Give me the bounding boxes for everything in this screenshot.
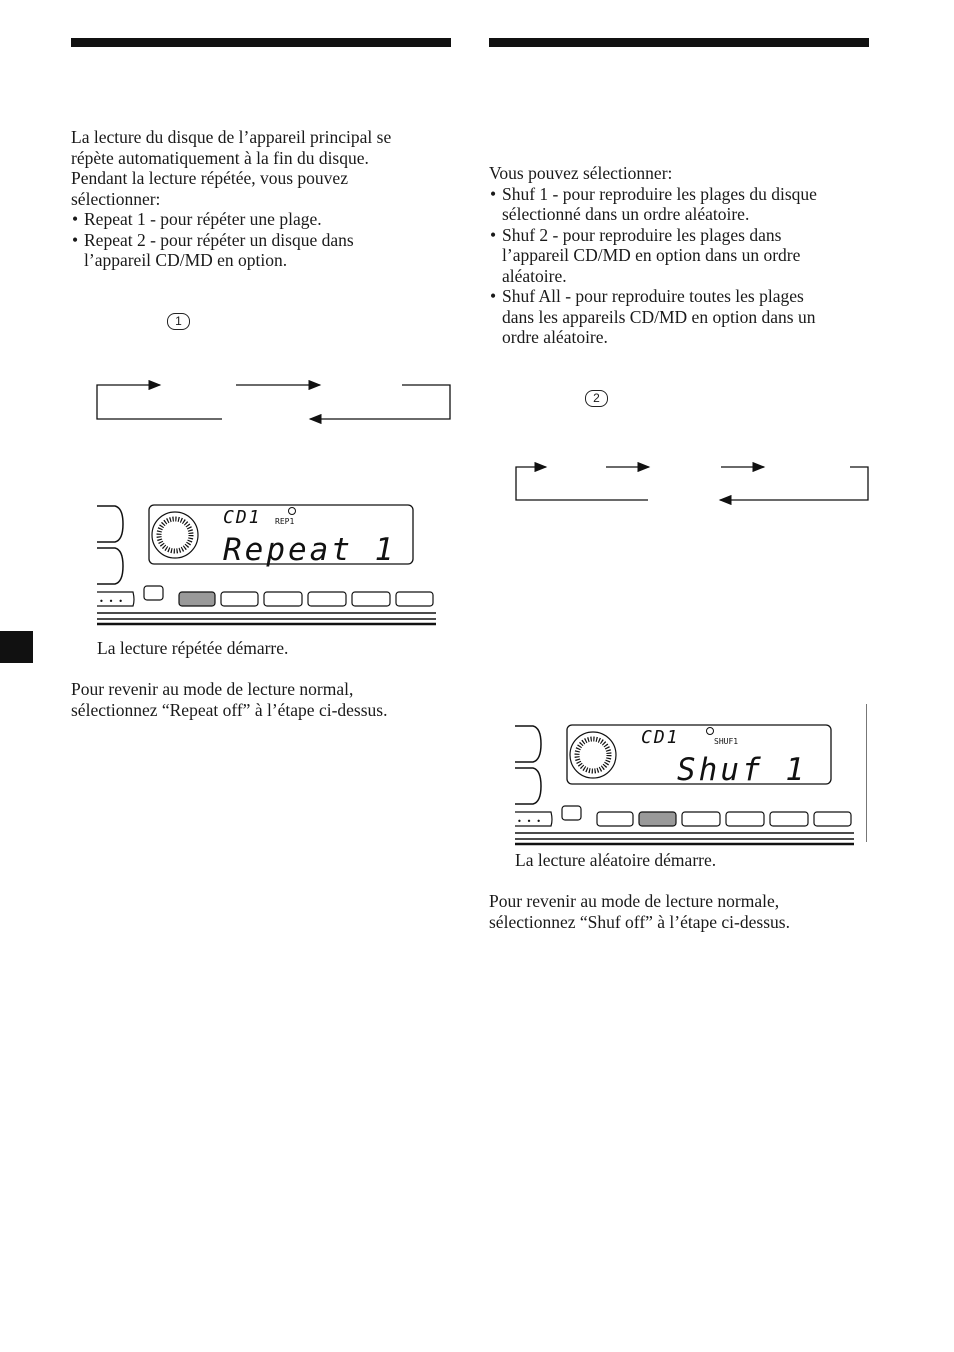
left-intro-line-1: La lecture du disque de l’appareil principal se [71,127,392,147]
preset-button-6 [396,592,433,606]
left-bullet-1 [71,209,451,230]
preset-button-3 [264,592,302,606]
illustration-edge-line [866,704,867,842]
preset-button-2 [639,812,676,826]
left-section-rule [71,38,451,47]
preset-button-2 [221,592,258,606]
left-intro [71,127,451,271]
side-button-upper [97,506,123,542]
right-bullet-3 [489,286,879,307]
page-side-tab [0,631,33,663]
right-bullet-3-cont-1: dans les appareils CD/MD en option dans un [502,306,816,327]
cycle-arrow-1 [97,385,222,419]
bullet-dot: • [490,224,497,245]
left-note [71,679,387,720]
left-bullet-2-cont: l’appareil CD/MD en option. [84,250,288,270]
button-dots: • • • [517,817,542,826]
right-bullet-3-cont-2: ordre aléatoire. [502,327,608,347]
bullet-dot: • [490,286,497,306]
step-2-button-symbol: 2 [585,390,608,407]
preset-button-4 [308,592,346,606]
small-key [562,806,581,820]
left-bullet-1-text: Repeat 1 - pour répéter une plage. [84,209,322,229]
left-intro-line-2: répète automatiquement à la fin du disque. [71,147,369,168]
lcd-source: CD1 [641,727,680,748]
lcd-source: CD1 [223,507,262,528]
cycle-arrow-return [310,385,450,419]
right-intro [489,163,879,348]
preset-button-5 [352,592,390,606]
left-unit-display [95,500,440,630]
cycle-arrow-return [720,467,868,500]
lcd-indicator: SHUF1 [714,737,739,746]
side-button-lower [97,548,123,584]
right-bullet-2-cont-1: l’appareil CD/MD en option dans un ordre [502,245,801,265]
right-bullet-2-text: Shuf 2 - pour reproduire les plages dans [502,224,782,245]
preset-button-1 [179,592,215,606]
right-bullet-2-cont-2: aléatoire. [502,265,567,286]
left-cycle-diagram [90,370,460,430]
bullet-dot: • [490,183,497,204]
bullet-dot: • [72,229,79,250]
side-button-upper [515,726,541,762]
button-dots: • • • [99,597,124,606]
left-note-line-2: sélectionnez “Repeat off” à l’étape ci-dessus. [71,699,388,720]
right-note-line-2: sélectionnez “Shuf off” à l’étape ci-dessus. [489,911,790,932]
right-bullet-3-text: Shuf All - pour reproduire toutes les plages [502,286,804,306]
lcd-main-text: Repeat 1 [223,532,397,568]
left-intro-line-3: Pendant la lecture répétée, vous pouvez [71,168,348,188]
left-bullet-2-text: Repeat 2 - pour répéter un disque dans [84,229,354,250]
step-1-button-symbol: 1 [167,313,190,330]
preset-button-6 [814,812,851,826]
left-intro-line-4: sélectionner: [71,188,161,209]
small-key [144,586,163,600]
side-button-lower [515,768,541,804]
bullet-dot: • [72,209,79,229]
right-section-rule [489,38,869,47]
preset-button-3 [682,812,720,826]
preset-button-1 [597,812,633,826]
left-note-line-1: Pour revenir au mode de lecture normal, [71,679,354,699]
right-bullet-1-text: Shuf 1 - pour reproduire les plages du disque [502,183,817,204]
lcd-indicator: REP1 [275,517,295,526]
right-bullet-1 [489,184,879,205]
right-bullet-2 [489,225,879,246]
lcd-main-text: Shuf 1 [677,752,807,788]
preset-button-5 [770,812,808,826]
right-intro-line: Vous pouvez sélectionner: [489,163,673,183]
preset-button-4 [726,812,764,826]
cycle-arrow-1 [516,467,648,500]
right-unit-display [513,720,858,850]
left-bullet-2 [71,230,451,251]
right-note [489,891,790,932]
right-cycle-diagram [508,452,878,512]
right-caption: La lecture aléatoire démarre. [515,850,717,870]
left-caption: La lecture répétée démarre. [97,638,289,658]
right-bullet-1-cont: sélectionné dans un ordre aléatoire. [502,204,750,224]
right-note-line-1: Pour revenir au mode de lecture normale, [489,891,780,911]
